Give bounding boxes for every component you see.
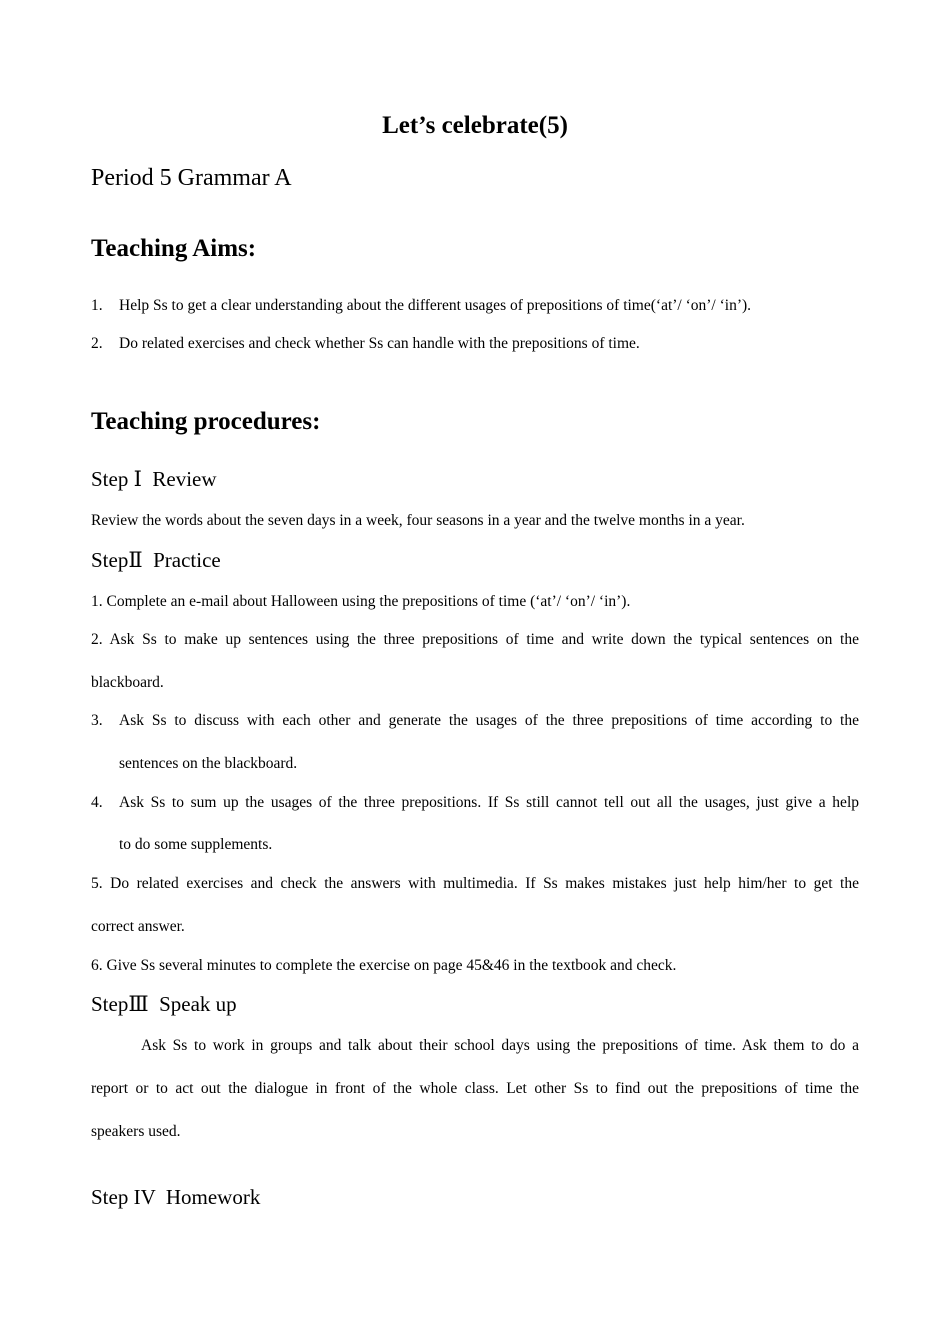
step2-item-5-line-1: 5. Do related exercises and check the answers with multimedia. If Ss makes mistakes just help him/her to get the — [91, 875, 859, 892]
step2-heading: StepⅡ Practice — [91, 548, 221, 572]
step2-item-4-line-2: to do some supplements. — [119, 836, 273, 853]
step3-heading: StepⅢ Speak up — [91, 992, 237, 1016]
aim-item-text: Do related exercises and check whether Ss can handle with the prepositions of time. — [119, 335, 640, 352]
step1-text: Review the words about the seven days in a week, four seasons in a year and the twelve months in a year. — [91, 512, 745, 529]
aim-item-number: 1. — [91, 297, 103, 314]
step3-line-2: report or to act out the dialogue in front of the whole class. Let other Ss to find out the prepositions of time the — [91, 1080, 859, 1097]
step1-heading: Step Ⅰ Review — [91, 467, 217, 491]
aim-item-text: Help Ss to get a clear understanding about the different usages of prepositions of time(‘at’/ ‘on’/ ‘in’). — [119, 297, 752, 314]
procedures-heading: Teaching procedures: — [91, 408, 321, 435]
step4-heading: Step IV Homework — [91, 1185, 261, 1209]
step3-line-3: speakers used. — [91, 1123, 181, 1140]
step3-line-1: Ask Ss to work in groups and talk about their school days using the prepositions of time. Ask them to do a — [141, 1037, 859, 1054]
step2-item-2-line-1: 2. Ask Ss to make up sentences using the three prepositions of time and write down the typical sentences on the — [91, 631, 859, 648]
step2-item-5-line-2: correct answer. — [91, 918, 185, 935]
step2-item-1: 1. Complete an e-mail about Halloween using the prepositions of time (‘at’/ ‘on’/ ‘in’). — [91, 593, 631, 610]
step2-item-3-line-1: Ask Ss to discuss with each other and generate the usages of the three prepositions of time according to the — [119, 712, 859, 729]
step2-item-3-number: 3. — [91, 712, 103, 729]
document-title: Let’s celebrate(5) — [382, 112, 568, 139]
step2-item-4-number: 4. — [91, 794, 103, 811]
period-heading: Period 5 Grammar A — [91, 165, 292, 191]
step2-item-3-line-2: sentences on the blackboard. — [119, 755, 298, 772]
step2-item-4-line-1: Ask Ss to sum up the usages of the three prepositions. If Ss still cannot tell out all the usages, just give a help — [119, 794, 859, 811]
aim-item-number: 2. — [91, 335, 103, 352]
step2-item-2-line-2: blackboard. — [91, 674, 164, 691]
step2-item-6: 6. Give Ss several minutes to complete the exercise on page 45&46 in the textbook and check. — [91, 957, 677, 974]
aims-heading: Teaching Aims: — [91, 235, 257, 262]
